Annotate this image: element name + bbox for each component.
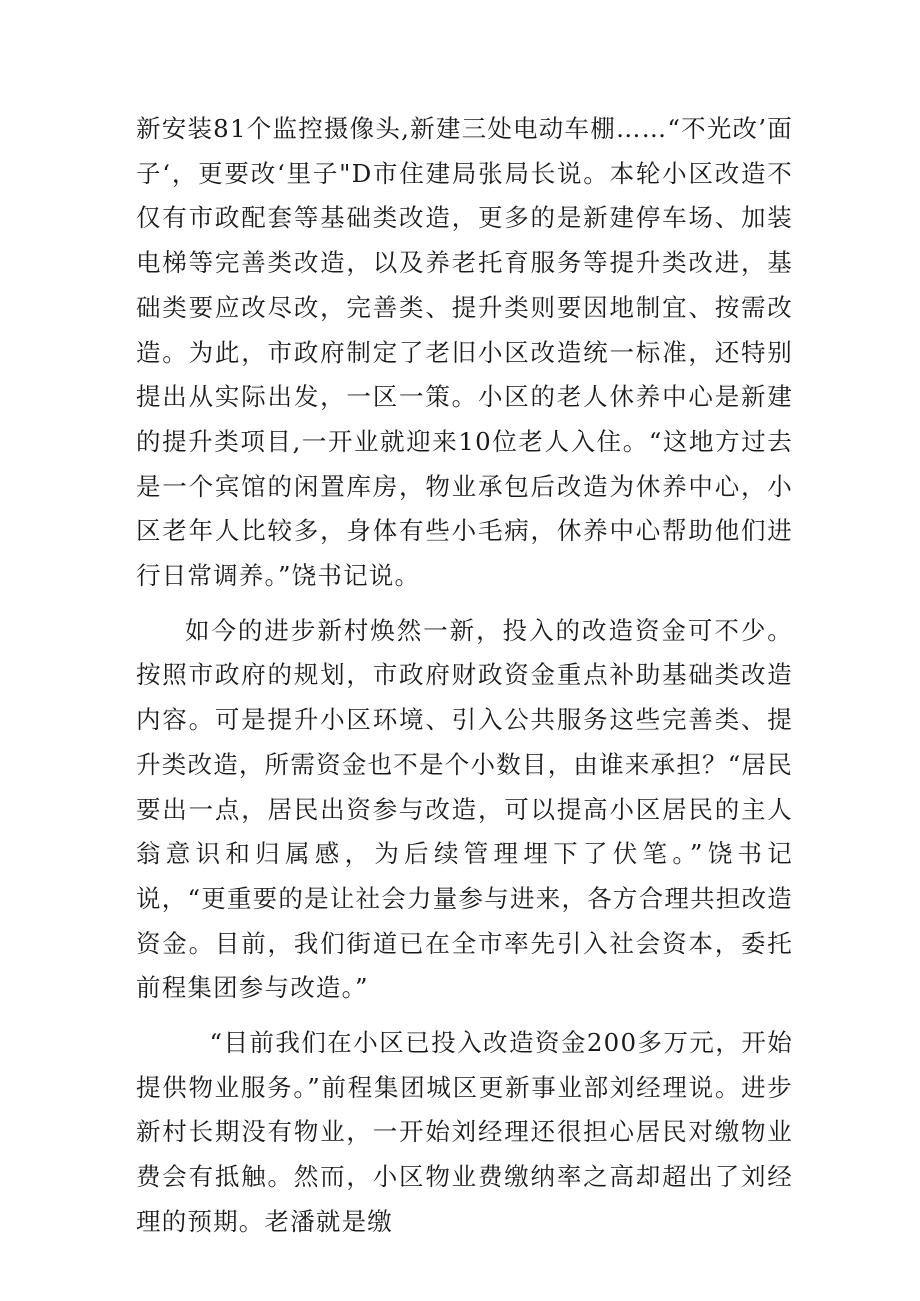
paragraph-2: 如今的进步新村焕然一新，投入的改造资金可不少。按照市政府的规划，市政府财政资金重点补助基础类改造内容。可是提升小区环境、引入公共服务这些完善类、提升类改造，所需资金也不是个小数目，由谁来承担？“居民要出一点，居民出资参与改造，可以提高小区居民的主人翁意识和归属感，为后续管理埋下了伏笔。”饶书记说，“更重要的是让社会力量参与进来，各方合理共担改造资金。目前，我们街道已在全市率先引入社会资本，委托前程集团参与改造。” — [136, 615, 793, 1003]
document-body — [136, 107, 793, 1245]
paragraph-3: “目前我们在小区已投入改造资金200多万元，开始提供物业服务。”前程集团城区更新事业部刘经理说。进步新村长期没有物业，一开始刘经理还很担心居民对缴物业费会有抵触。然而，小区物业费缴纳率之高却超出了刘经理的预期。老潘就是缴 — [136, 1028, 793, 1236]
paragraph-1: 新安装81个监控摄像头,新建三处电动车棚……“不光改’面子‘，更要改‘里子"D市住建局张局长说。本轮小区改造不仅有市政配套等基础类改造，更多的是新建停车场、加装电梯等完善类改造，以及养老托育服务等提升类改进，基础类要应改尽改，完善类、提升类则要因地制宜、按需改造。为此，市政府制定了老旧小区改造统一标准，还特别提出从实际出发，一区一策。小区的老人休养中心是新建的提升类项目,一开业就迎来10位老人入住。“这地方过去是一个宾馆的闲置库房，物业承包后改造为休养中心，小区老年人比较多，身体有些小毛病，休养中心帮助他们进行日常调养。”饶书记说。 — [136, 114, 793, 591]
paragraph-gap — [136, 599, 793, 609]
paragraph-gap — [136, 1011, 793, 1021]
